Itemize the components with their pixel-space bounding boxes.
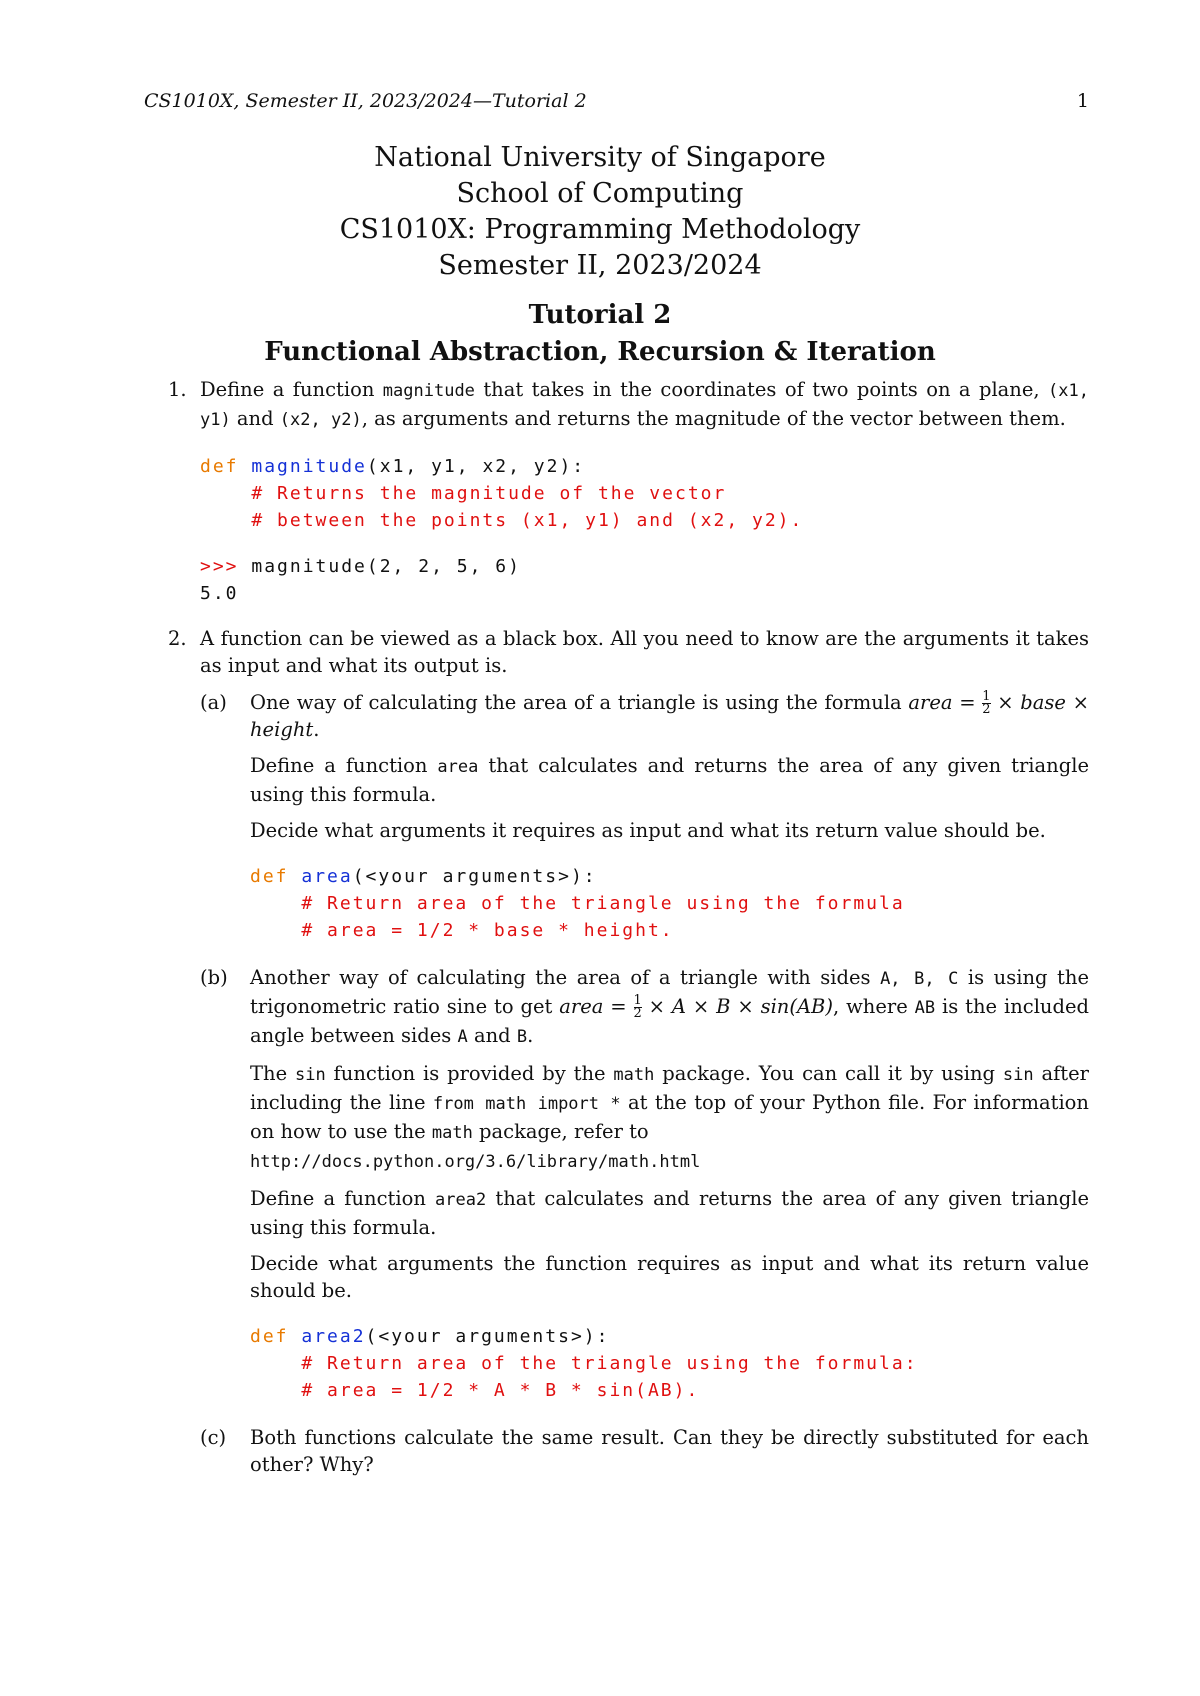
school-name: School of Computing [456,178,744,209]
question-2c [144,1424,1089,1478]
question-2-intro: A function can be viewed as a black box. All you need to know are the arguments it takes as input and what its output is. [200,627,1089,677]
question-2a-formula-text: One way of calculating the area of a triangle is using the formula area = $\frac{1}{2}$ × base × height. [250,689,1089,741]
question-1-text: Define a function magnitude that takes in the coordinates of two points on a plane, (x1, y1) and (x2, y2), as arguments and returns the magnitude of the vector between them. [200,378,1089,430]
tutorial-title: Tutorial 2 [528,300,672,330]
math-docs-link[interactable]: http://docs.python.org/3.6/library/math.html [250,1152,701,1172]
tutorial-content [144,376,1089,1478]
course-name: CS1010X: Programming Methodology [339,214,861,245]
question-2b-formula-text: Another way of calculating the area of a triangle with sides A, B, C is using the trigonometric ratio sine to get area = $\frac{1}{2}$ × A × B × sin(AB), where AB is the included angle between sides A and B. [250,966,1089,1047]
question-2c-text: Both functions calculate the same result. Can they be directly substituted for each other? Why? [250,1426,1089,1476]
code-block-magnitude: def magnitude(x1, y1, x2, y2): # Returns the magnitude of the vector # between the points (x1, y1) and (x2, y2). [200,456,804,531]
running-title: CS1010X, Semester II, 2023/2024—Tutorial 2 [144,90,587,112]
part-label: (a) [200,691,227,714]
fraction-half: $\frac{1}{2}$ [633,993,642,1021]
code-block-area: def area(<your arguments>): # Return area of the triangle using the formula # area = 1/2 * base * height. [250,866,905,941]
question-number: 2. [168,627,187,650]
title-block [0,140,1200,284]
question-number: 1. [168,378,187,401]
code-block-area2: def area2(<your arguments>): # Return area of the triangle using the formula: # area = 1/2 * A * B * sin(AB). [250,1326,918,1401]
question-2 [144,625,1089,679]
running-header [144,90,1089,112]
code-example-magnitude: >>> magnitude(2, 2, 5, 6) 5.0 [200,556,521,604]
question-2a-define: Define a function area that calculates and returns the area of any given triangle using this formula. [250,754,1089,806]
fraction-half: $\frac{1}{2}$ [982,689,991,717]
part-label: (b) [200,966,228,989]
question-2a [144,689,1089,944]
tutorial-title-block [0,297,1200,371]
page-number: 1 [1076,90,1089,112]
part-label: (c) [200,1426,227,1449]
question-2b [144,964,1089,1404]
question-2b-define: Define a function area2 that calculates and returns the area of any given triangle using this formula. [250,1187,1089,1239]
question-1 [144,376,1089,607]
university-name: National University of Singapore [374,142,826,173]
question-2a-decide: Decide what arguments it requires as input and what its return value should be. [250,819,1046,842]
question-2b-decide: Decide what arguments the function requires as input and what its return value should be. [250,1252,1089,1302]
tutorial-subtitle: Functional Abstraction, Recursion & Iteration [264,337,936,367]
semester: Semester II, 2023/2024 [438,250,762,281]
question-2b-math-info: The sin function is provided by the math package. You can call it by using sin after including the line from math import * at the top of your Python file. For information on how to use the math package, refer to http://docs.python.org/3.6/library/math.html [250,1062,1089,1172]
